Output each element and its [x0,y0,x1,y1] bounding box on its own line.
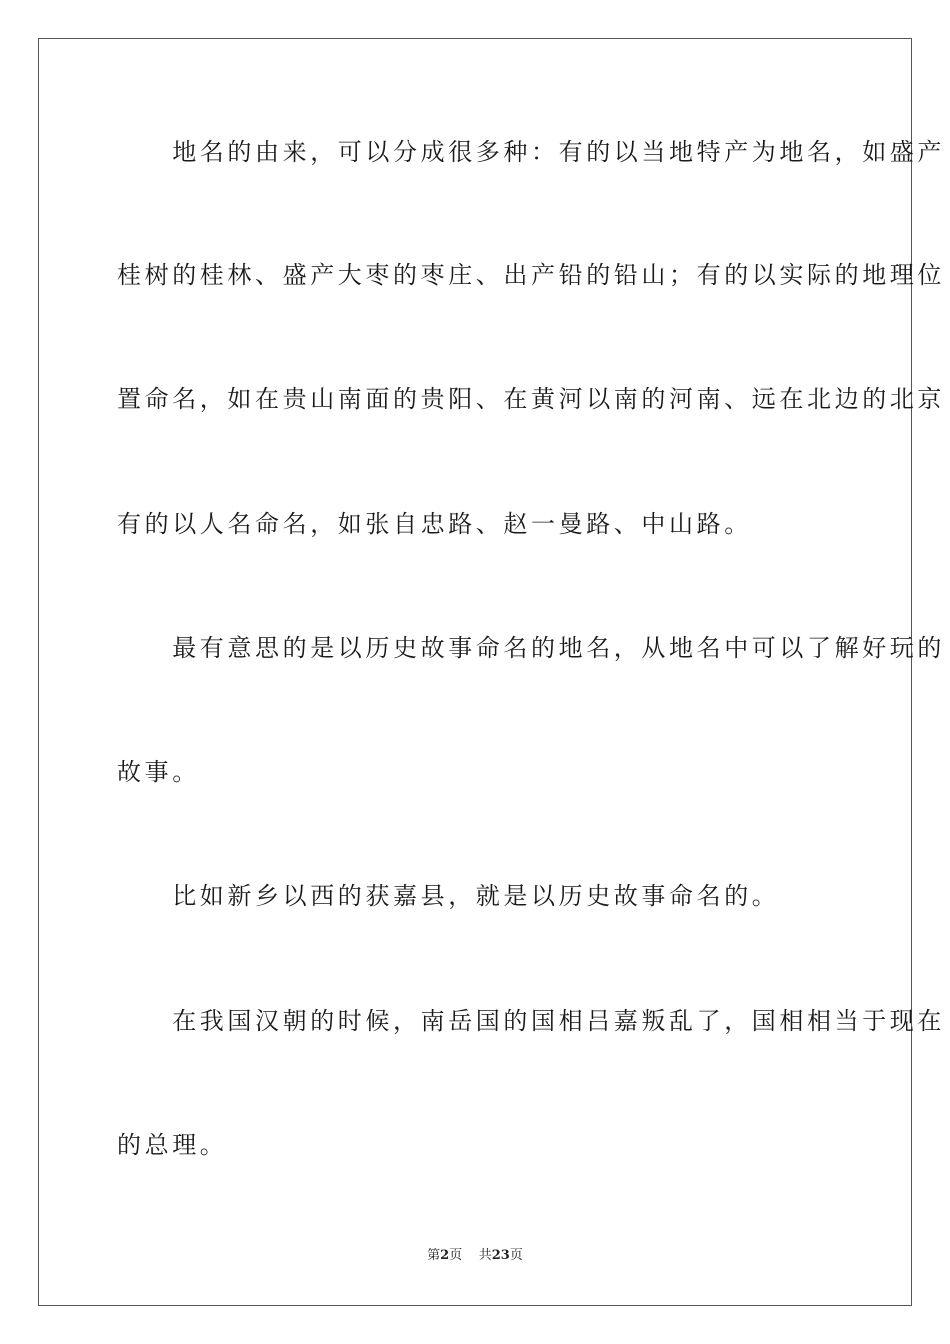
text-line: 最有意思的是以历史故事命名的地名，从地名中可以了解好玩的 [117,634,945,662]
text-line: 比如新乡以西的获嘉县，就是以历史故事命名的。 [117,882,780,910]
total-pages-number: 23 [491,1248,510,1263]
text-line: 的总理。 [117,1131,228,1159]
footer-total-prefix: 共 [478,1248,492,1263]
footer-prefix: 第 [427,1248,441,1263]
footer-page-unit: 页 [449,1248,463,1263]
current-page-number: 2 [440,1248,450,1263]
page-footer [0,1247,950,1265]
text-line: 桂树的桂林、盛产大枣的枣庄、出产铅的铅山；有的以实际的地理位 [117,261,945,289]
page-border [38,38,945,1306]
text-line: 有的以人名命名，如张自忠路、赵一曼路、中山路。 [117,510,752,538]
text-line: 置命名，如在贵山南面的贵阳、在黄河以南的河南、远在北边的北京 [117,385,945,413]
text-line: 在我国汉朝的时候，南岳国的国相吕嘉叛乱了，国相相当于现在 [117,1007,945,1035]
text-line: 故事。 [117,758,200,786]
footer-total-unit: 页 [509,1248,523,1263]
text-line: 地名的由来，可以分成很多种：有的以当地特产为地名，如盛产 [117,138,945,166]
